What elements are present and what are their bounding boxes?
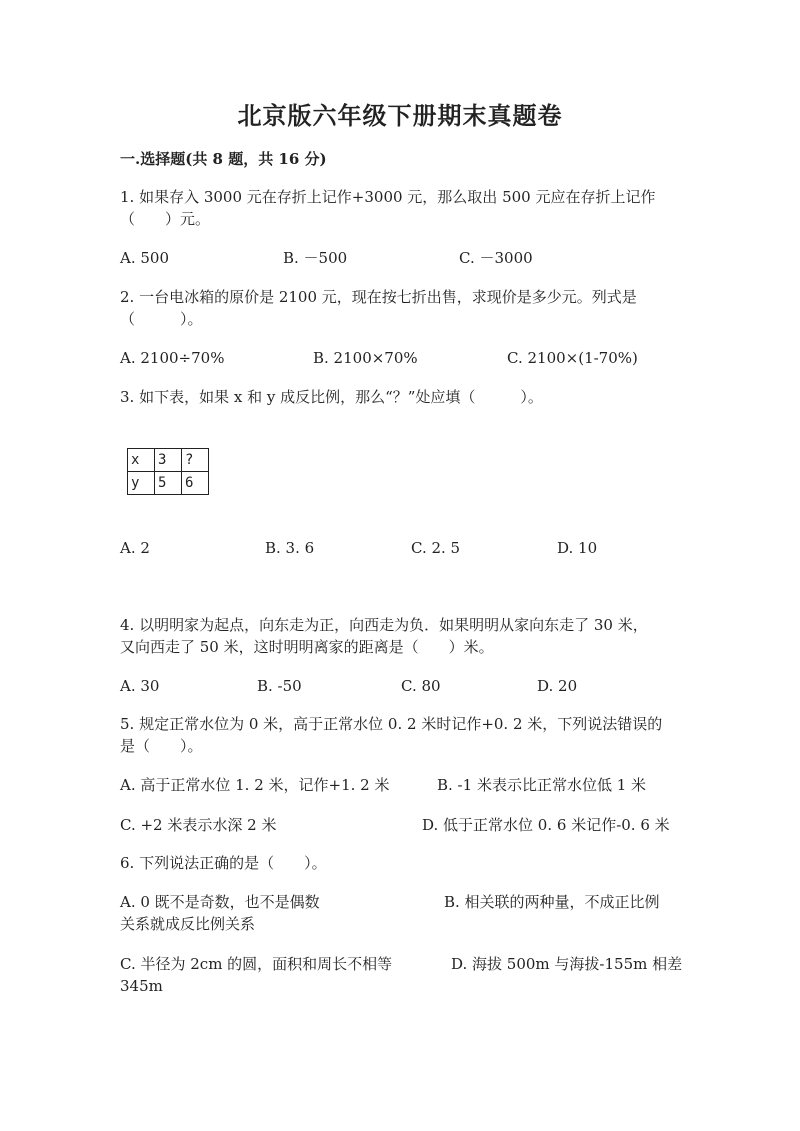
question-4-option-a: A. 30 <box>120 677 160 695</box>
question-2-text-cont: （ ）。 <box>120 310 203 328</box>
table-row <box>128 449 209 472</box>
question-5-option-d: D. 低于正常水位 0. 6 米记作-0. 6 米 <box>422 816 670 834</box>
question-5-text-cont: 是（ ）。 <box>120 737 203 755</box>
page-title: 北京版六年级下册期末真题卷 <box>237 101 563 130</box>
question-5-option-c: C. +2 米表示水深 2 米 <box>120 816 277 834</box>
question-6-option-c: C. 半径为 2cm 的圆，面积和周长不相等 <box>120 955 393 973</box>
question-6-option-d: D. 海拔 500m 与海拔-155m 相差 <box>451 955 683 973</box>
question-2-option-b: B. 2100×70% <box>313 349 418 367</box>
question-5-text: 5. 规定正常水位为 0 米，高于正常水位 0. 2 米时记作+0. 2 米，下列说法错误的 <box>120 715 663 733</box>
table-cell: x <box>128 449 155 472</box>
question-6-option-a: A. 0 既不是奇数，也不是偶数 <box>120 893 320 911</box>
question-6-option-b: B. 相关联的两种量，不成正比例 <box>444 893 660 911</box>
table-row <box>128 472 209 495</box>
question-4-text-cont: 又向西走了 50 米，这时明明离家的距离是（ ）米。 <box>120 638 494 656</box>
table-cell: 3 <box>155 449 182 472</box>
question-3-text: 3. 如下表，如果 x 和 y 成反比例，那么“？”处应填（ ）。 <box>120 388 543 406</box>
question-1-option-b: B. －500 <box>283 249 348 267</box>
table-cell: ? <box>182 449 209 472</box>
question-4-option-c: C. 80 <box>401 677 441 695</box>
question-3-option-d: D. 10 <box>557 539 598 557</box>
question-3-option-a: A. 2 <box>120 539 150 557</box>
question-5-option-a: A. 高于正常水位 1. 2 米，记作+1. 2 米 <box>120 776 390 794</box>
question-3-option-c: C. 2. 5 <box>411 539 461 557</box>
question-4-option-b: B. -50 <box>257 677 302 695</box>
question-4-option-d: D. 20 <box>537 677 578 695</box>
table-cell: y <box>128 472 155 495</box>
question-6-text: 6. 下列说法正确的是（ ）。 <box>120 854 327 872</box>
question-5-option-b: B. -1 米表示比正常水位低 1 米 <box>437 776 647 794</box>
question-2-option-a: A. 2100÷70% <box>120 349 225 367</box>
question-1-text: 1. 如果存入 3000 元在存折上记作+3000 元，那么取出 500 元应在存折上记作 <box>120 188 656 206</box>
question-6-option-b-cont: 关系就成反比例关系 <box>120 915 256 933</box>
section-heading: 一.选择题(共 8 题，共 16 分) <box>120 150 327 168</box>
table-cell: 5 <box>155 472 182 495</box>
question-2-option-c: C. 2100×(1-70%) <box>507 349 638 367</box>
xy-table <box>127 448 209 495</box>
question-3-option-b: B. 3. 6 <box>265 539 315 557</box>
question-4-text: 4. 以明明家为起点，向东走为正，向西走为负．如果明明从家向东走了 30 米， <box>120 616 648 634</box>
question-1-option-c: C. －3000 <box>459 249 533 267</box>
table-cell: 6 <box>182 472 209 495</box>
question-2-text: 2. 一台电冰箱的原价是 2100 元，现在按七折出售，求现价是多少元。列式是 <box>120 288 637 306</box>
question-1-text-cont: （ ）元。 <box>120 210 211 228</box>
question-1-option-a: A. 500 <box>120 249 169 267</box>
question-6-option-d-cont: 345m <box>120 977 163 995</box>
